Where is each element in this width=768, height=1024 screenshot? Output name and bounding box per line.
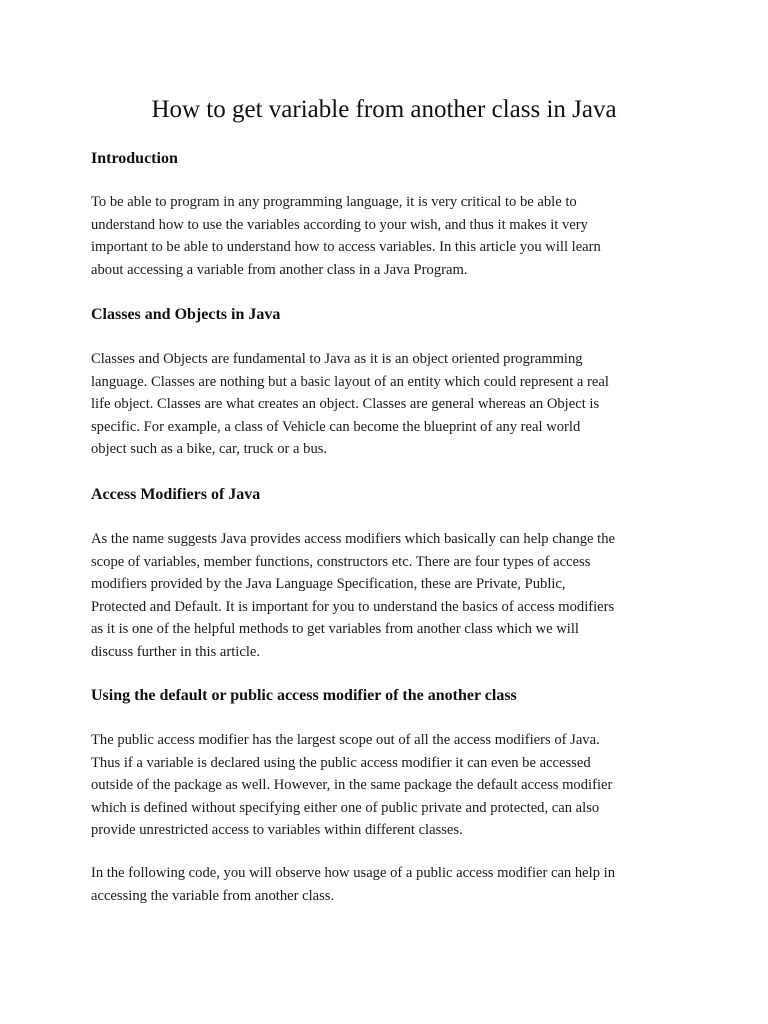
paragraph-line: understand how to use the variables according to your wish, and thus it makes it very (91, 216, 588, 233)
section-heading-introduction: Introduction (91, 150, 178, 167)
paragraph-line: about accessing a variable from another class in a Java Program. (91, 261, 468, 278)
paragraph-line: outside of the package as well. However, in the same package the default access modifier (91, 777, 613, 793)
paragraph-line: important to be able to understand how to access variables. In this article you will learn (91, 239, 601, 255)
section-heading-default-or-public-modifier: Using the default or public access modifier of the another class (91, 687, 517, 704)
paragraph-line: In the following code, you will observe how usage of a public access modifier can help in (91, 865, 616, 881)
paragraph-line: scope of variables, member functions, constructors etc. There are four types of access (91, 553, 591, 570)
paragraph-line: To be able to program in any programming language, it is very critical to be able to (91, 194, 577, 210)
paragraph-line: language. Classes are nothing but a basic layout of an entity which could represent a real (91, 373, 609, 390)
paragraph-following-code (91, 862, 691, 907)
paragraph-access-modifiers (91, 528, 691, 663)
page-title: How to get variable from another class in Java (151, 96, 617, 123)
paragraph-line: specific. For example, a class of Vehicle can become the blueprint of any real world (91, 418, 581, 435)
paragraph-line: which is defined without specifying either one of public private and protected, can also (91, 799, 600, 816)
paragraph-classes-and-objects (91, 348, 691, 461)
paragraph-public-access-modifier (91, 729, 691, 842)
paragraph-line: Classes and Objects are fundamental to Java as it is an object oriented programming (91, 351, 583, 367)
paragraph-introduction (91, 191, 691, 281)
paragraph-line: accessing the variable from another class. (91, 887, 335, 904)
paragraph-line: modifiers provided by the Java Language Specification, these are Private, Public, (91, 576, 566, 592)
paragraph-line: Protected and Default. It is important for you to understand the basics of access modifiers (91, 598, 615, 615)
paragraph-line: discuss further in this article. (91, 643, 261, 660)
paragraph-line: As the name suggests Java provides access modifiers which basically can help change the (91, 531, 615, 547)
paragraph-line: life object. Classes are what creates an object. Classes are general whereas an Object is (91, 396, 600, 412)
section-heading-access-modifiers: Access Modifiers of Java (91, 486, 261, 503)
paragraph-line: The public access modifier has the largest scope out of all the access modifiers of Java. (91, 732, 600, 748)
paragraph-line: object such as a bike, car, truck or a bus. (91, 441, 328, 457)
section-heading-classes-and-objects: Classes and Objects in Java (91, 306, 281, 323)
paragraph-line: as it is one of the helpful methods to get variables from another class which we will (91, 621, 579, 637)
paragraph-line: Thus if a variable is declared using the public access modifier it can even be accessed (91, 754, 591, 771)
paragraph-line: provide unrestricted access to variables within different classes. (91, 822, 463, 838)
